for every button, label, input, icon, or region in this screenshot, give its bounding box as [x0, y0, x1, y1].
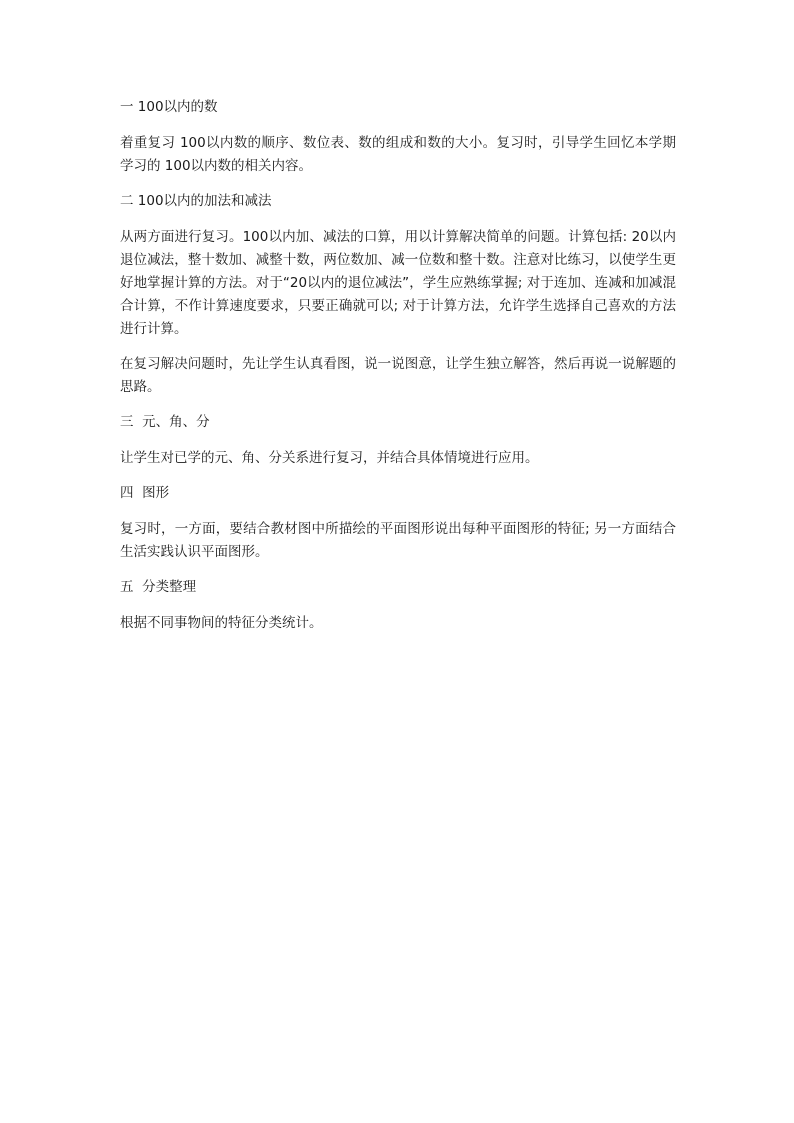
- section-heading: 四 图形: [120, 485, 170, 501]
- section-paragraph: 从两方面进行复习。100以内加、减法的口算，用以计算解决简单的问题。计算包括: 20以内退位减法，整十数加、减整十数，两位数加、减一位数和整十数。注意对比练习，以使学生更好地掌握计算的方法。对于“20以内的退位减法”，学生应熟练掌握; 对于连加、连减和加减混合计算，不作计算速度要求，只要正确就可以; 对于计算方法，允许学生选择自己喜欢的方法进行计算。: [120, 229, 676, 337]
- section-money: [120, 411, 676, 470]
- section-heading: 三 元、角、分: [120, 414, 210, 430]
- section-paragraph: 在复习解决问题时，先让学生认真看图，说一说图意，让学生独立解答，然后再说一说解题的思路。: [120, 356, 676, 395]
- section-shapes: [120, 482, 676, 564]
- section-paragraph: 让学生对已学的元、角、分关系进行复习，并结合具体情境进行应用。: [120, 450, 539, 466]
- section-heading: 一 100以内的数: [120, 99, 218, 115]
- section-heading: 二 100以内的加法和减法: [120, 193, 272, 209]
- section-addition-subtraction: [120, 190, 676, 399]
- section-numbers-within-100: [120, 96, 676, 178]
- section-heading: 五 分类整理: [120, 579, 197, 595]
- section-paragraph: 着重复习 100以内数的顺序、数位表、数的组成和数的大小。复习时，引导学生回忆本学期学习的 100以内数的相关内容。: [120, 135, 676, 174]
- section-paragraph: 复习时，一方面，要结合教材图中所描绘的平面图形说出每种平面图形的特征; 另一方面结合生活实践认识平面图形。: [120, 521, 676, 560]
- section-classification: [120, 576, 676, 635]
- section-paragraph: 根据不同事物间的特征分类统计。: [120, 615, 323, 631]
- document-page: [120, 96, 676, 647]
